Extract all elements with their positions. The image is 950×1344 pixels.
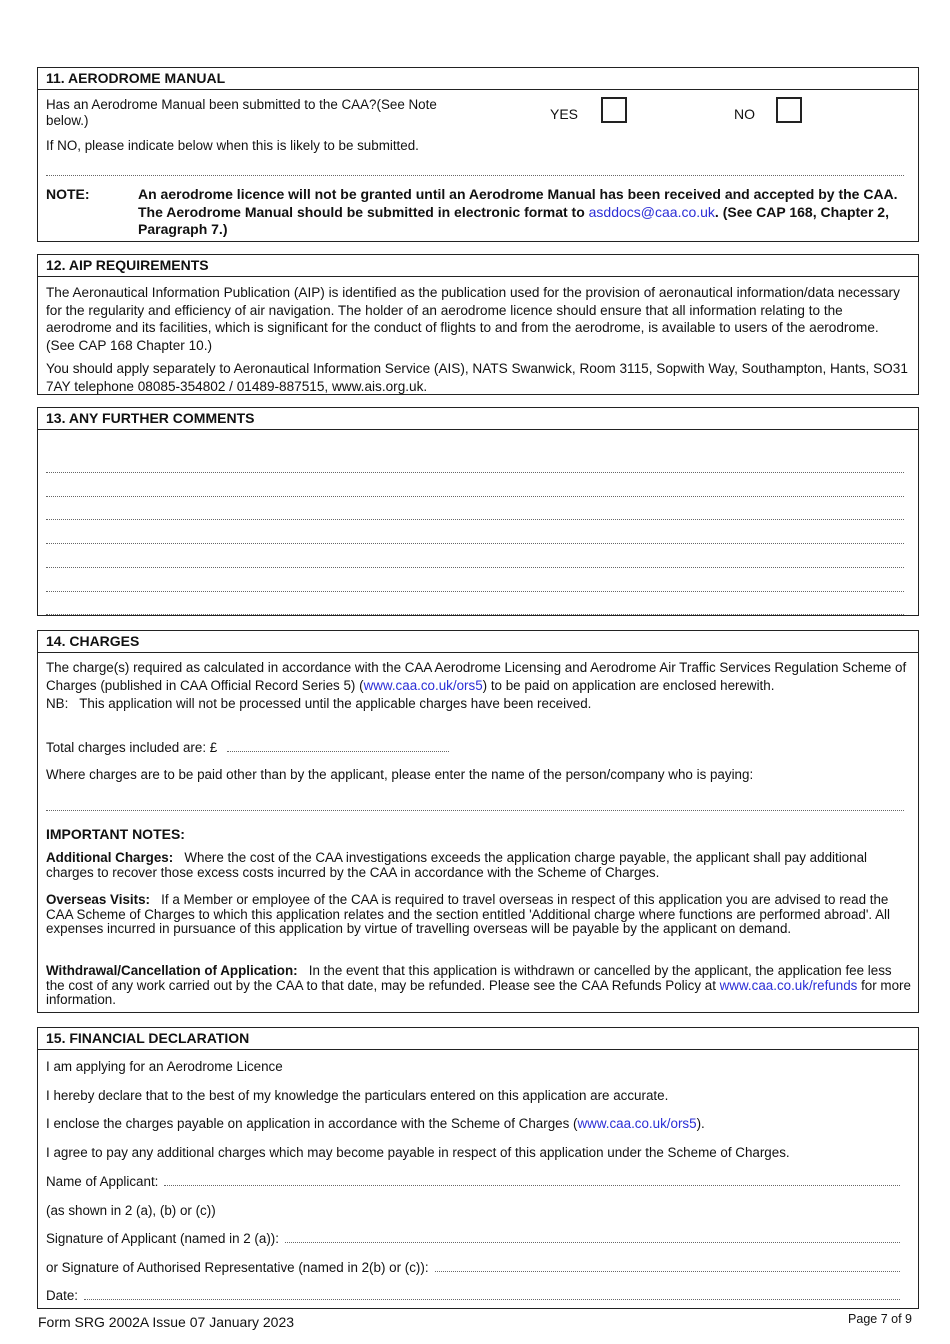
ors5-link[interactable]: www.caa.co.uk/ors5 [363,678,483,693]
comments-area[interactable] [38,430,918,615]
where-paid-text: Where charges are to be paid other than by the applicant, please enter the name of the person/company who is paying: [46,767,754,782]
note-label: NOTE: [46,186,90,202]
declaration-line: I hereby declare that to the best of my knowledge the particulars entered on this application are accurate. [46,1088,669,1103]
date-field[interactable] [84,1299,900,1300]
overseas-visits-note: Overseas Visits: If a Member or employee of the CAA is required to travel overseas in respect of this application you are advised to read the CAA Scheme of Charges to which this application relates and the section entitled 'Additional charge where functions are performed abroad'. All expenses incurred in pursuance of this application by virtue of travelling overseas will be payable by the applicant on demand. [46,892,891,936]
section-heading: 14. CHARGES [38,631,918,653]
representative-signature-field[interactable] [435,1271,900,1272]
section-aip-requirements [37,254,919,395]
section-further-comments [37,407,919,616]
section-heading: 13. ANY FURTHER COMMENTS [38,408,918,430]
submission-date-line[interactable] [46,175,904,176]
applicant-signature-row: Signature of Applicant (named in 2 (a)): [46,1230,900,1247]
refunds-link[interactable]: www.caa.co.uk/refunds [719,977,858,993]
comment-line[interactable] [46,496,904,497]
section-heading: 11. AERODROME MANUAL [38,68,918,90]
yes-checkbox[interactable] [601,97,627,123]
form-reference: Form SRG 2002A Issue 07 January 2023 [38,1314,295,1330]
section-financial-declaration [37,1027,919,1309]
comment-line[interactable] [46,519,904,520]
section-heading: 15. FINANCIAL DECLARATION [38,1028,918,1050]
withdrawal-note: Withdrawal/Cancellation of Application: In the event that this application is withdrawn or cancelled by the applicant, the application fee less the cost of any work carried out by the CAA to that date, may be refunded. Please see the CAA Refunds Policy at www.caa.co.uk/refunds for more information. [46,963,911,1007]
charges-paragraph: The charge(s) required as calculated in accordance with the CAA Aerodrome Licensing and Aerodrome Air Traffic Services Regulation Scheme of Charges (published in CAA Official Record Series 5) (www.caa.co.uk/ors5) to be paid on application are enclosed herewith. NB: This application will not be processed until the applicable charges have been received. [46,660,907,711]
section-aerodrome-manual [37,67,919,242]
no-checkbox[interactable] [776,97,802,123]
declaration-line: I am applying for an Aerodrome Licence [46,1059,283,1074]
if-no-instruction: If NO, please indicate below when this is likely to be submitted. [46,138,419,153]
declaration-line: I agree to pay any additional charges which may become payable in respect of this application under the Scheme of Charges. [46,1145,790,1160]
comment-line[interactable] [46,567,904,568]
date-row: Date: [46,1287,900,1304]
section-heading: 12. AIP REQUIREMENTS [38,255,918,277]
nb-text: NB: This application will not be processed until the applicable charges have been received. [46,696,592,711]
applicant-name-row: Name of Applicant: [46,1173,900,1190]
ais-contact-paragraph: You should apply separately to Aeronautical Information Service (AIS), NATS Swanwick, Room 3115, Sopwith Way, Southampton, Hants, SO31 7AY telephone 08085-354802 / 01489-887515, www.ais.org.uk. [46,361,908,394]
manual-question: Has an Aerodrome Manual been submitted to the CAA?(See Note below.) [46,97,437,128]
note-text: An aerodrome licence will not be granted until an Aerodrome Manual has been received and accepted by the CAA. The Aerodrome Manual should be submitted in electronic format to asddocs@caa.co.uk. (See CAP 168, Chapter 2, Paragraph 7.) [138,186,898,237]
additional-charges-note: Additional Charges: Where the cost of the CAA investigations exceeds the application charge payable, the applicant shall pay additional charges to recover those excess costs incurred by the CAA in accordance with the Scheme of Charges. [46,850,867,880]
ors5-link[interactable]: www.caa.co.uk/ors5 [577,1116,697,1131]
shown-in-note: (as shown in 2 (a), (b) or (c)) [46,1203,216,1218]
yes-label: YES [550,106,579,122]
applicant-signature-field[interactable] [285,1242,900,1243]
section-charges [37,630,919,1013]
declaration-line: I enclose the charges payable on application in accordance with the Scheme of Charges (www.caa.co.uk/ors5). [46,1116,705,1131]
manual-email-link[interactable]: asddocs@caa.co.uk [588,203,715,220]
total-charges-field[interactable] [227,751,449,752]
comment-line[interactable] [46,591,904,592]
comment-line[interactable] [46,472,904,473]
comment-line[interactable] [46,614,904,615]
no-label: NO [734,106,755,122]
page-number: Page 7 of 9 [848,1312,912,1326]
representative-signature-row: or Signature of Authorised Representative (named in 2(b) or (c)): [46,1259,900,1276]
important-notes-heading: IMPORTANT NOTES: [46,826,185,842]
aip-paragraph: The Aeronautical Information Publication (AIP) is identified as the publication used for the provision of aeronautical information/data necessary for the regularity and efficiency of air navigation. The holder of an aerodrome licence should ensure that all information relating to the aerodrome and its facilities, which is significant for the conduct of flights to and from the aerodrome, is available to users of the aerodrome. (See CAP 168 Chapter 10.) [46,285,900,353]
total-charges-row: Total charges included are: £ [46,739,449,756]
applicant-name-field[interactable] [164,1185,900,1186]
comment-line[interactable] [46,543,904,544]
payer-name-line[interactable] [46,810,904,811]
